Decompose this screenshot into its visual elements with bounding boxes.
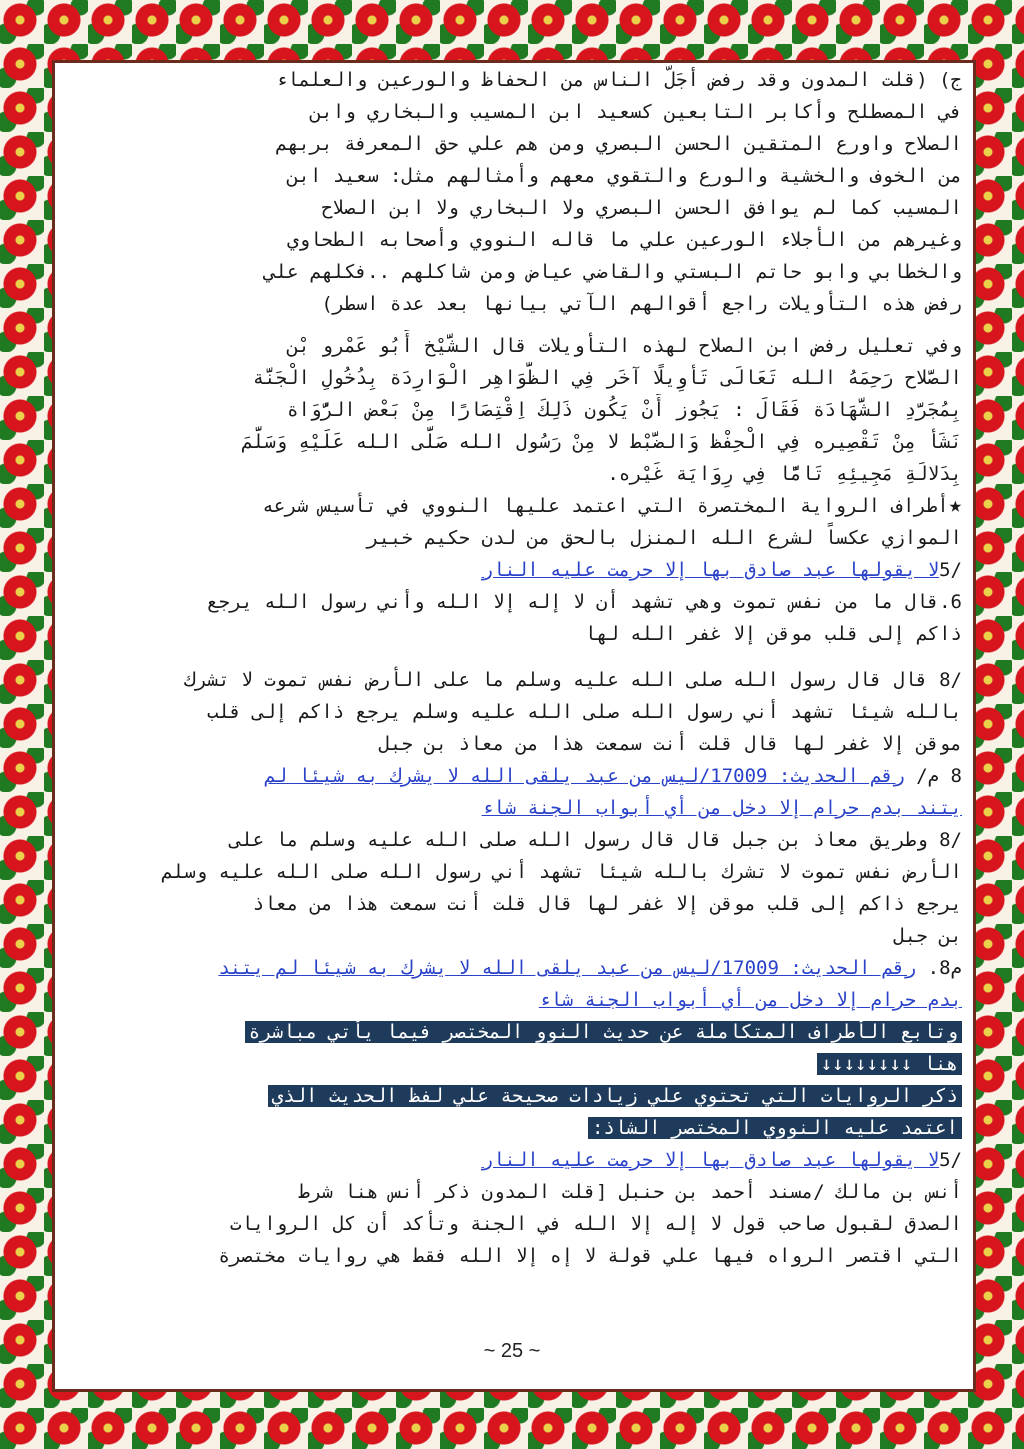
text-line: بالله شيئا تشهد أني رسول الله صلى الله عليه وسلم يرجع ذاكم إلى قلب (207, 701, 962, 723)
text-line: الصدق لقبول صاحب قول لا إله إلا الله في الجنة وتأكد أن كل الروايات (229, 1213, 962, 1235)
text-line: نَشَأَ مِنْ تَقْصِيره فِي الْحِفْظ وَالضَّبْط لا مِنْ رَسُول الله صَلَّى الله عَلَيْهِ وَسَلَّمَ (241, 431, 962, 453)
link-line (66, 1144, 962, 1176)
text-line: وغيرهم من الأجلاء الورعين علي ما قاله النووي وأصحابه الطحاوي (287, 229, 962, 251)
hadith-link[interactable]: لا يقولها عبد صادق بها إلا حرمت عليه النار (481, 1149, 940, 1171)
hadith-link[interactable]: يتند بدم حرام إلا دخل من أي أبواب الجنة شاء (481, 797, 962, 819)
highlight-line: هنا ↓↓↓↓↓↓↓↓ (66, 1048, 962, 1080)
page-number: ~ 25 ~ (483, 1340, 541, 1362)
text-line: وفي تعليل رفض ابن الصلاح لهذه التأويلات قال الشَّيْخ أَبُو عَمْرو بْن (287, 335, 962, 357)
text-line: ذاكم إلى قلب موقن إلا غفر الله لها (584, 623, 962, 645)
text-line: من الخوف والخشية والورع والتقوي معهم وأمثالهم مثل: سعيد ابن (287, 165, 962, 187)
text-line: والخطابي وابو حاتم البستي والقاضي عياض ومن شاكلهم ..فكلهم علي (264, 261, 962, 283)
star-icon: ★ (948, 493, 962, 518)
link-line (66, 792, 962, 824)
text-line: المسيب كما لم يوافق الحسن البصري ولا البخاري ولا ابن الصلاح (321, 197, 962, 219)
text-line: 8/ قال قال رسول الله صلى الله عليه وسلم ما على الأرض نفس تموت لا تشرك (184, 669, 962, 691)
text-line: رفض هذه التأويلات راجع أقوالهم الآتي بيانها بعد عدة اسطر) (321, 293, 962, 315)
text-line: التي اقتصر الرواه فيها علي قولة لا إه إلا الله فقط هي روايات مختصرة (218, 1245, 962, 1267)
text-line: أنس بن مالك /مسند أحمد بن حنبل [قلت المدون ذكر أنس هنا شرط (298, 1181, 962, 1203)
link-line (66, 952, 962, 984)
highlight-line: ذكر الروايات التي تحتوي علي زيادات صحيحة علي لفظ الحديث الذي (66, 1080, 962, 1112)
page-body (66, 64, 962, 1314)
reference-number: 5/ (939, 559, 962, 581)
text-line: .6قال ما من نفس تموت وهي تشهد أن لا إله إلا الله وأني رسول الله يرجع (207, 591, 962, 613)
link-line (66, 760, 962, 792)
reference-number: 8/ (939, 829, 962, 851)
highlight-line: وتابع الأطراف المتكاملة عن حديث النوو المختصر فيما يأتي مباشرة (66, 1016, 962, 1048)
text-line: موقن إلا غفر لها قال قلت أنت سمعت هذا من معاذ بن جبل (378, 733, 962, 755)
text-line: الأرض نفس تموت لا تشرك بالله شيئا تشهد أني رسول الله صلى الله عليه وسلم (161, 861, 962, 883)
reference-number: .6 (939, 591, 962, 613)
hadith-link[interactable]: بدم حرام إلا دخل من أي أبواب الجنة شاء (538, 989, 962, 1011)
hadith-link[interactable]: لا يقولها عبد صادق بها إلا حرمت عليه النار (481, 559, 940, 581)
highlight-line: اعتمد عليه النووي المختصر الشاذ: (66, 1112, 962, 1144)
reference-number: 8 م/ (916, 765, 962, 787)
text-line: بِمُجَرَّدِ الشَّهَادَة فَقَالَ : يَجُوز أَنْ يَكُون ذَلِكَ اِقْتِصَارًا مِنْ بَعْض الرُّوَاة (287, 399, 962, 421)
reference-number: 8/ (939, 669, 962, 691)
hadith-link[interactable]: رقم الحديث: 17009/ليس من عبد يلقى الله لا يشرك به شيئا لم (264, 765, 905, 787)
text-line: يرجع ذاكم إلى قلب موقن إلا غفر لها قال قلت أنت سمعت هذا من معاذ (252, 893, 962, 915)
text-line: بن جبل (893, 925, 962, 947)
text-line: الموازي عكساً لشرع الله المنزل بالحق من لدن حكيم خبير (367, 527, 962, 549)
hadith-link[interactable]: رقم الحديث: 17009/ليس من عبد يلقى الله لا يشرك به شيئا لم يتند (218, 957, 917, 979)
text-line: 8/ وطريق معاذ بن جبل قال قال رسول الله صلى الله عليه وسلم ما على (229, 829, 962, 851)
text-line: الصلاح واورع المتقين الحسن البصري ومن هم علي حق المعرفة بربهم (275, 133, 962, 155)
text-line: في المصطلح وأكابر التابعين كسعيد ابن المسيب والبخاري وابن (309, 101, 962, 123)
heading-line: ★أطراف الرواية المختصرة التي اعتمد عليها النووي في تأسيس شرعه (262, 493, 962, 518)
text-line: ج) (قلت المدون وقد رفض أجَلّ الناس من الحفاظ والورعين والعلماء (275, 69, 962, 91)
link-line (66, 554, 962, 586)
reference-number: .8م (927, 957, 962, 979)
text-line: الصَّلاح رَحِمَهُ الله تَعَالَى تَأْوِيلًا آخَر فِي الظَّوَاهِر الْوَارِدَة بِدُخُولِ الْجَنَّة (252, 367, 962, 389)
text-line: بِدَلالَةِ مَجِيئِهِ تَامًّا فِي رِوَايَة غَيْره. (607, 463, 962, 485)
link-line (66, 984, 962, 1016)
reference-number: 5/ (939, 1149, 962, 1171)
